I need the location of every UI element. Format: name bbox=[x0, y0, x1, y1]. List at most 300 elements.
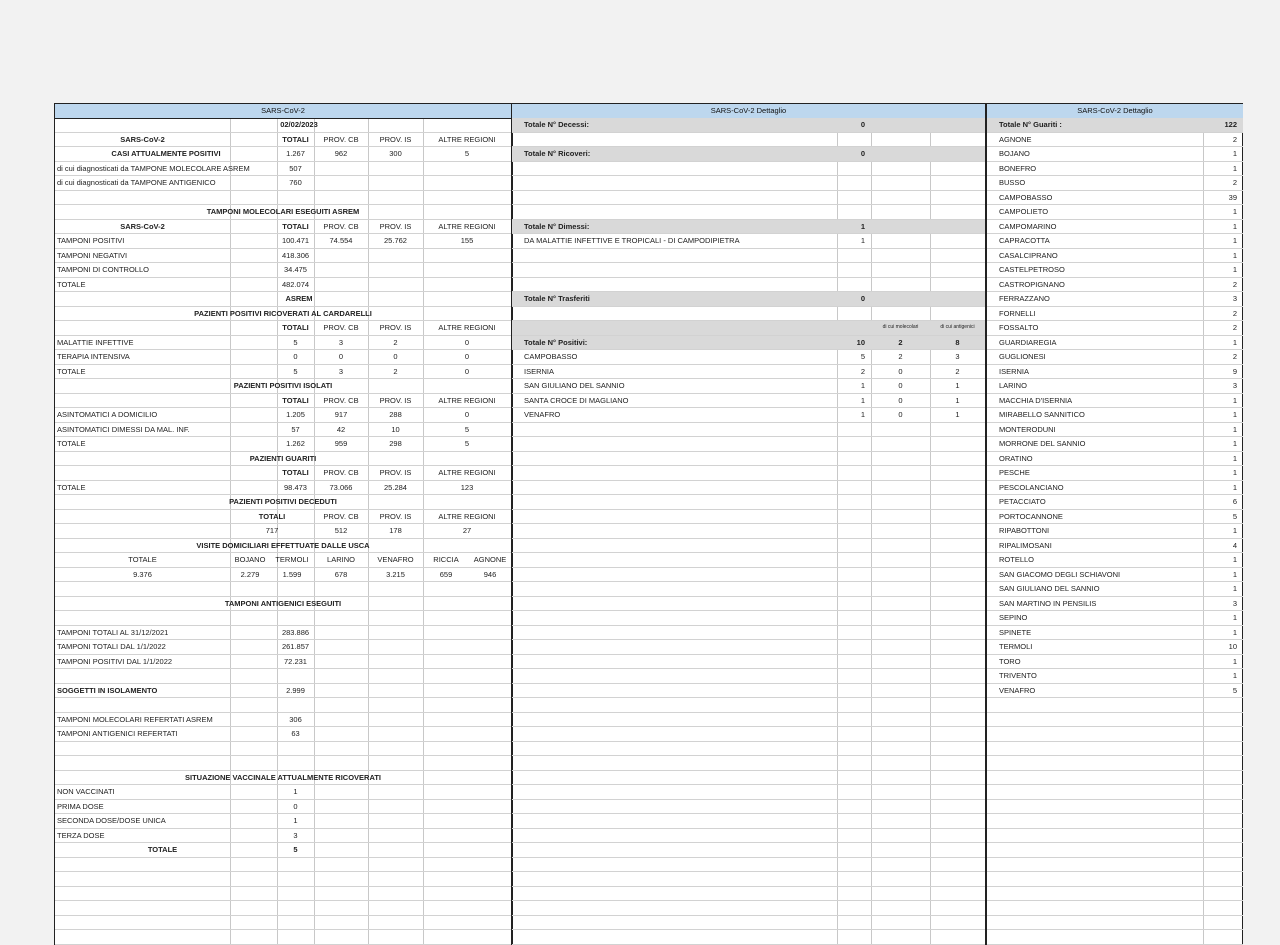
cell-value: 72.231 bbox=[284, 656, 307, 666]
comune-name: MIRABELLO SANNITICO bbox=[999, 410, 1085, 419]
cell-value: 1 bbox=[1232, 250, 1237, 260]
cell-value: 0 bbox=[898, 410, 903, 419]
list-item bbox=[987, 640, 1243, 655]
cell-value: 1 bbox=[293, 816, 298, 825]
row-label: ASINTOMATICI DIMESSI DA MAL. INF. bbox=[57, 424, 190, 434]
cell-value: 155 bbox=[460, 236, 474, 245]
list-item bbox=[987, 278, 1243, 293]
cell-value: 1 bbox=[1232, 627, 1237, 637]
cell-value: 678 bbox=[334, 569, 348, 579]
comune-name: SAN GIACOMO DEGLI SCHIAVONI bbox=[999, 569, 1121, 579]
empty-row bbox=[987, 756, 1243, 771]
comune-name: MACCHIA D'ISERNIA bbox=[999, 395, 1073, 405]
col-header: TOTALI bbox=[282, 221, 309, 231]
cell-value: 1 bbox=[1232, 468, 1237, 477]
empty-row bbox=[987, 727, 1243, 742]
row-label: Totale N° Dimessi: bbox=[524, 221, 590, 231]
empty-row bbox=[512, 698, 985, 713]
cell-value: 5 bbox=[1232, 511, 1237, 521]
col-header: TOTALI bbox=[282, 395, 309, 405]
cell-value: 1 bbox=[1232, 337, 1237, 347]
panel-title: SARS-CoV-2 bbox=[55, 104, 511, 119]
comune-name: SAN MARTINO IN PENSILIS bbox=[999, 598, 1097, 608]
cell-value: 0 bbox=[338, 352, 344, 361]
empty-row bbox=[512, 466, 985, 481]
col-header: PROV. IS bbox=[379, 395, 412, 405]
list-item bbox=[987, 655, 1243, 670]
cell-value: 1 bbox=[1232, 236, 1237, 245]
comune-name: CAMPOBASSO bbox=[999, 192, 1053, 202]
cell-value: 25.762 bbox=[384, 236, 407, 245]
row-label: MALATTIE INFETTIVE bbox=[57, 337, 134, 347]
cell-value: 261.857 bbox=[281, 642, 310, 651]
empty-row bbox=[512, 452, 985, 467]
col-header: TOTALI bbox=[282, 323, 309, 332]
section-label: SARS-CoV-2 bbox=[120, 221, 165, 231]
list-item bbox=[987, 524, 1243, 539]
cell-value: 2 bbox=[1232, 178, 1237, 187]
section-title: TAMPONI MOLECOLARI ESEGUITI ASREM bbox=[206, 207, 360, 216]
row-label: TERZA DOSE bbox=[57, 830, 105, 840]
cell-value: 512 bbox=[334, 526, 348, 535]
empty-row bbox=[987, 713, 1243, 728]
comune-name: GUGLIONESI bbox=[999, 352, 1046, 361]
col-header: ALTRE REGIONI bbox=[438, 221, 496, 231]
cell-value: 2.999 bbox=[286, 685, 305, 695]
comune-name: MONTERODUNI bbox=[999, 424, 1056, 434]
cell-value: 1 bbox=[860, 381, 865, 390]
empty-row bbox=[512, 887, 985, 902]
cell-value: 1 bbox=[1232, 482, 1237, 492]
cell-value: 1.262 bbox=[286, 439, 305, 448]
cell-value: 1 bbox=[1232, 221, 1237, 231]
row-label: TAMPONI POSITIVI bbox=[57, 236, 125, 245]
detail-panel bbox=[512, 104, 987, 945]
cell-value: 1.205 bbox=[286, 410, 305, 419]
empty-row bbox=[512, 858, 985, 873]
empty-row bbox=[512, 901, 985, 916]
cell-value: 717 bbox=[265, 526, 279, 535]
cell-value: 3 bbox=[338, 366, 344, 376]
row-label: TAMPONI ANTIGENICI REFERTATI bbox=[57, 729, 178, 738]
list-item bbox=[987, 510, 1243, 525]
row-label: TAMPONI NEGATIVI bbox=[57, 250, 128, 260]
list-item bbox=[987, 234, 1243, 249]
list-item bbox=[987, 350, 1243, 365]
comune-name: CAMPOBASSO bbox=[524, 352, 578, 361]
comune-name: LARINO bbox=[999, 381, 1027, 390]
empty-row bbox=[512, 611, 985, 626]
col-header: LARINO bbox=[327, 555, 355, 564]
empty-row bbox=[512, 843, 985, 858]
list-item bbox=[987, 684, 1243, 699]
cell-value: 482.074 bbox=[281, 279, 310, 289]
empty-row bbox=[512, 437, 985, 452]
cell-value: 3 bbox=[293, 830, 298, 840]
cell-value: 418.306 bbox=[281, 250, 310, 260]
cell-value: 5 bbox=[464, 439, 470, 448]
col-header: di cui molecolari bbox=[882, 324, 919, 330]
empty-row bbox=[512, 713, 985, 728]
empty-row bbox=[987, 872, 1243, 887]
empty-row bbox=[512, 829, 985, 844]
cell-value: 3 bbox=[338, 337, 344, 347]
row-label: Totale N° Positivi: bbox=[524, 337, 588, 347]
cell-value: 1 bbox=[1232, 671, 1237, 680]
cell-value: 0 bbox=[393, 352, 398, 361]
row-label: Totale N° Ricoveri: bbox=[524, 149, 591, 158]
cell-value: 962 bbox=[334, 149, 348, 158]
comune-name: SANTA CROCE DI MAGLIANO bbox=[524, 395, 629, 405]
empty-row bbox=[987, 771, 1243, 786]
cell-value: 1 bbox=[1232, 526, 1237, 535]
cell-value: 74.554 bbox=[329, 236, 353, 245]
cell-value: 63 bbox=[291, 729, 300, 738]
cell-value: 5 bbox=[293, 845, 298, 854]
empty-row bbox=[512, 582, 985, 597]
cell-value: 5 bbox=[464, 424, 470, 434]
cell-value: 507 bbox=[289, 163, 302, 173]
comune-name: CAMPOLIETO bbox=[999, 207, 1049, 216]
cell-value: 8 bbox=[955, 337, 960, 347]
list-item bbox=[987, 437, 1243, 452]
comune-name: PESCHE bbox=[999, 468, 1030, 477]
cell-value: 2 bbox=[898, 352, 903, 361]
section-title: PAZIENTI POSITIVI ISOLATI bbox=[233, 381, 333, 390]
cell-value: 2 bbox=[1232, 352, 1237, 361]
empty-row bbox=[512, 916, 985, 931]
cell-value: 9.376 bbox=[133, 569, 152, 579]
cell-value: 10 bbox=[856, 337, 865, 347]
cell-value: 2 bbox=[898, 337, 903, 347]
cell-value: 298 bbox=[389, 439, 402, 448]
section-title: PAZIENTI POSITIVI RICOVERATI AL CARDARELLI bbox=[194, 308, 372, 318]
empty-row bbox=[987, 698, 1243, 713]
col-header: RICCIA bbox=[433, 555, 459, 564]
row-label: Totale N° Guariti : bbox=[999, 120, 1062, 129]
row-label: SOGGETTI IN ISOLAMENTO bbox=[57, 685, 158, 695]
list-item bbox=[987, 481, 1243, 496]
empty-row bbox=[512, 495, 985, 510]
row-label: TOTALE bbox=[57, 482, 86, 492]
cell-value: 1 bbox=[955, 381, 960, 390]
col-header: PROV. CB bbox=[323, 395, 359, 405]
comune-name: FOSSALTO bbox=[999, 323, 1039, 332]
cell-value: 25.284 bbox=[384, 482, 407, 492]
empty-row bbox=[512, 684, 985, 699]
col-header: ALTRE REGIONI bbox=[438, 468, 496, 477]
empty-row bbox=[987, 901, 1243, 916]
col-header: PROV. CB bbox=[323, 221, 359, 231]
row-label: PRIMA DOSE bbox=[57, 801, 104, 811]
row-label: di cui diagnosticati da TAMPONE ANTIGENICO bbox=[57, 178, 216, 187]
cell-value: 3 bbox=[1232, 381, 1237, 390]
comune-name: TERMOLI bbox=[999, 642, 1033, 651]
empty-row bbox=[512, 626, 985, 641]
cell-value: 288 bbox=[389, 410, 402, 419]
cell-value: 760 bbox=[289, 178, 302, 187]
section-title: VISITE DOMICILIARI EFFETTUATE DALLE USCA bbox=[196, 540, 370, 550]
cell-value: 0 bbox=[860, 294, 865, 303]
col-header: BOJANO bbox=[234, 555, 266, 564]
cell-value: 300 bbox=[389, 149, 402, 158]
comune-name: PORTOCANNONE bbox=[999, 511, 1063, 521]
empty-row bbox=[512, 800, 985, 815]
row-label: CASI ATTUALMENTE POSITIVI bbox=[111, 149, 221, 158]
list-item bbox=[987, 292, 1243, 307]
col-header: TOTALI bbox=[282, 134, 309, 144]
comune-name: ORATINO bbox=[999, 453, 1033, 463]
cell-value: 5 bbox=[293, 337, 298, 347]
cell-value: 1.267 bbox=[286, 149, 305, 158]
comune-name: ISERNIA bbox=[524, 366, 555, 376]
cell-value: 306 bbox=[289, 714, 302, 724]
col-header: VENAFRO bbox=[377, 555, 414, 564]
cell-value: 0 bbox=[898, 366, 903, 376]
comune-name: AGNONE bbox=[999, 134, 1032, 144]
guariti-comuni-list bbox=[987, 133, 1243, 699]
comune-name: ISERNIA bbox=[999, 366, 1030, 376]
comune-name: MORRONE DEL SANNIO bbox=[999, 439, 1086, 448]
list-item bbox=[512, 350, 985, 365]
empty-row bbox=[987, 843, 1243, 858]
col-header: ALTRE REGIONI bbox=[438, 323, 496, 332]
comune-name: FERRAZZANO bbox=[999, 294, 1050, 303]
cell-value: 283.886 bbox=[281, 627, 310, 637]
cell-value: 3 bbox=[1232, 598, 1237, 608]
comune-name: CASALCIPRANO bbox=[999, 250, 1058, 260]
cell-value: 1 bbox=[1232, 613, 1237, 622]
cell-value: 0 bbox=[464, 366, 470, 376]
list-item bbox=[987, 466, 1243, 481]
list-item bbox=[512, 408, 985, 423]
list-item bbox=[987, 336, 1243, 351]
cell-value: 1 bbox=[1232, 656, 1237, 666]
cell-value: 2 bbox=[1232, 134, 1237, 144]
cell-value: 0 bbox=[293, 801, 298, 811]
list-item bbox=[512, 394, 985, 409]
row-label: TOTALE bbox=[57, 279, 86, 289]
list-item bbox=[987, 249, 1243, 264]
list-item bbox=[987, 176, 1243, 191]
col-header: PROV. CB bbox=[323, 511, 359, 521]
col-header: TOTALI bbox=[258, 511, 286, 521]
empty-row bbox=[987, 887, 1243, 902]
empty-row bbox=[987, 829, 1243, 844]
row-label: TAMPONI TOTALI AL 31/12/2021 bbox=[57, 627, 169, 637]
list-item bbox=[987, 495, 1243, 510]
cell-value: 917 bbox=[334, 410, 348, 419]
list-item bbox=[987, 220, 1243, 235]
empty-row bbox=[987, 785, 1243, 800]
comune-name: TORO bbox=[999, 656, 1021, 666]
list-item bbox=[987, 597, 1243, 612]
cell-value: 1 bbox=[860, 221, 865, 231]
comune-name: CASTROPIGNANO bbox=[999, 279, 1065, 289]
comune-name: RIPABOTTONI bbox=[999, 526, 1050, 535]
empty-row bbox=[512, 597, 985, 612]
row-label: TERAPIA INTENSIVA bbox=[57, 352, 130, 361]
empty-row bbox=[512, 669, 985, 684]
col-header: PROV. CB bbox=[323, 134, 359, 144]
comune-name: ROTELLO bbox=[999, 555, 1035, 564]
cell-value: 2 bbox=[955, 366, 960, 376]
col-header: PROV. CB bbox=[323, 323, 359, 332]
col-header: PROV. IS bbox=[379, 323, 412, 332]
cell-value: 1 bbox=[1232, 410, 1237, 419]
list-item bbox=[987, 394, 1243, 409]
spreadsheet-page bbox=[54, 103, 1243, 945]
list-item bbox=[987, 162, 1243, 177]
cell-value: 2 bbox=[1232, 323, 1237, 332]
cell-value: 100.471 bbox=[281, 236, 310, 245]
comune-name: CASTELPETROSO bbox=[999, 265, 1065, 274]
empty-row bbox=[512, 510, 985, 525]
cell-value: 34.475 bbox=[284, 265, 307, 274]
col-header: ALTRE REGIONI bbox=[438, 395, 496, 405]
cell-value: 659 bbox=[439, 569, 453, 579]
row-label: TOTALE bbox=[57, 366, 86, 376]
list-item bbox=[987, 191, 1243, 206]
cell-value: 3 bbox=[1232, 294, 1237, 303]
cell-value: 1 bbox=[1232, 149, 1237, 158]
empty-row bbox=[512, 930, 985, 945]
cell-value: 0 bbox=[464, 410, 470, 419]
cell-value: 1 bbox=[1232, 555, 1237, 564]
cell-value: 42 bbox=[336, 424, 346, 434]
cell-value: 2 bbox=[393, 337, 398, 347]
cell-value: 1 bbox=[860, 395, 865, 405]
cell-value: 0 bbox=[898, 395, 903, 405]
cell-value: 1 bbox=[955, 410, 960, 419]
list-item bbox=[987, 611, 1243, 626]
cell-value: 1 bbox=[293, 787, 298, 796]
cell-value: 0 bbox=[860, 120, 865, 129]
empty-row bbox=[987, 858, 1243, 873]
comune-name: SPINETE bbox=[999, 627, 1032, 637]
empty-row bbox=[512, 524, 985, 539]
cell-value: 2 bbox=[1232, 308, 1237, 318]
col-header: PROV. IS bbox=[379, 221, 412, 231]
col-header: TERMOLI bbox=[275, 555, 309, 564]
panel-title: SARS-CoV-2 Dettaglio bbox=[987, 104, 1243, 119]
col-header: PROV. IS bbox=[379, 468, 412, 477]
comune-name: TRIVENTO bbox=[999, 671, 1037, 680]
empty-row bbox=[512, 655, 985, 670]
list-item bbox=[987, 582, 1243, 597]
empty-row bbox=[987, 814, 1243, 829]
cell-value: 1 bbox=[1232, 453, 1237, 463]
col-header: di cui antigenici bbox=[940, 324, 975, 330]
section-title: PAZIENTI GUARITI bbox=[249, 453, 317, 463]
list-item bbox=[512, 379, 985, 394]
row-label: TOTALE bbox=[57, 439, 86, 448]
cell-value: 1.599 bbox=[282, 569, 302, 579]
cell-value: 98.473 bbox=[284, 482, 307, 492]
row-label: Totale N° Decessi: bbox=[524, 120, 589, 129]
cell-value: 1 bbox=[860, 236, 865, 245]
empty-row bbox=[512, 640, 985, 655]
cell-value: 0 bbox=[464, 352, 470, 361]
empty-row bbox=[512, 481, 985, 496]
empty-row bbox=[512, 771, 985, 786]
list-item bbox=[987, 423, 1243, 438]
detail-rows bbox=[512, 118, 985, 945]
cell-value: 178 bbox=[389, 526, 402, 535]
cell-value: 39 bbox=[1228, 192, 1237, 202]
row-label: NON VACCINATI bbox=[57, 787, 115, 796]
row-label: DA MALATTIE INFETTIVE E TROPICALI - DI CAMPODIPIETRA bbox=[524, 236, 740, 245]
cell-value: 73.066 bbox=[329, 482, 353, 492]
cell-value: 1 bbox=[1232, 584, 1237, 593]
cell-value: 946 bbox=[483, 569, 497, 579]
cell-value: 1 bbox=[860, 410, 865, 419]
cell-value: 1 bbox=[1232, 439, 1237, 448]
comune-name: SAN GIULIANO DEL SANNIO bbox=[524, 381, 625, 390]
col-header: TOTALE bbox=[128, 555, 157, 564]
row-label: TAMPONI POSITIVI DAL 1/1/2022 bbox=[57, 656, 173, 666]
list-item bbox=[512, 365, 985, 380]
row-label: SECONDA DOSE/DOSE UNICA bbox=[57, 816, 166, 825]
section-title: SITUAZIONE VACCINALE ATTUALMENTE RICOVERATI bbox=[185, 772, 381, 782]
section-label: ASREM bbox=[285, 294, 313, 303]
empty-row bbox=[987, 916, 1243, 931]
row-label: Totale N° Trasferiti bbox=[524, 294, 590, 303]
cell-value: 27 bbox=[462, 526, 472, 535]
comune-name: BUSSO bbox=[999, 178, 1026, 187]
col-header: ALTRE REGIONI bbox=[438, 134, 496, 144]
cell-value: 3 bbox=[955, 352, 960, 361]
row-label: TAMPONI MOLECOLARI REFERTATI ASREM bbox=[57, 714, 213, 724]
empty-row bbox=[512, 568, 985, 583]
empty-row bbox=[512, 742, 985, 757]
comune-name: VENAFRO bbox=[524, 410, 561, 419]
empty-row bbox=[512, 872, 985, 887]
comune-name: GUARDIAREGIA bbox=[999, 337, 1057, 347]
list-item bbox=[987, 452, 1243, 467]
comune-name: BOJANO bbox=[999, 149, 1030, 158]
cell-value: 1 bbox=[1232, 207, 1237, 216]
guariti-rows bbox=[987, 118, 1243, 945]
summary-rows bbox=[55, 118, 511, 945]
comune-name: PESCOLANCIANO bbox=[999, 482, 1064, 492]
comune-name: RIPALIMOSANI bbox=[999, 540, 1052, 550]
cell-value: 1 bbox=[1232, 395, 1237, 405]
guariti-panel bbox=[987, 104, 1243, 945]
positivi-comuni-list bbox=[512, 350, 985, 423]
cell-value: 123 bbox=[460, 482, 474, 492]
list-item bbox=[987, 205, 1243, 220]
col-header: PROV. IS bbox=[379, 134, 412, 144]
cell-value: 5 bbox=[860, 352, 865, 361]
list-item bbox=[987, 408, 1243, 423]
cell-value: 959 bbox=[334, 439, 348, 448]
empty-row bbox=[987, 800, 1243, 815]
section-title: PAZIENTI POSITIVI DECEDUTI bbox=[229, 497, 337, 506]
list-item bbox=[987, 307, 1243, 322]
cell-value: 1 bbox=[1232, 163, 1237, 173]
cell-value: 1 bbox=[1232, 265, 1237, 274]
empty-row bbox=[512, 423, 985, 438]
cell-value: 1 bbox=[955, 395, 960, 405]
cell-value: 0 bbox=[293, 352, 298, 361]
list-item bbox=[987, 263, 1243, 278]
row-label: TAMPONI DI CONTROLLO bbox=[57, 265, 149, 274]
list-item bbox=[987, 553, 1243, 568]
cell-value: 2 bbox=[860, 366, 865, 376]
comune-name: VENAFRO bbox=[999, 685, 1036, 695]
empty-row bbox=[512, 727, 985, 742]
